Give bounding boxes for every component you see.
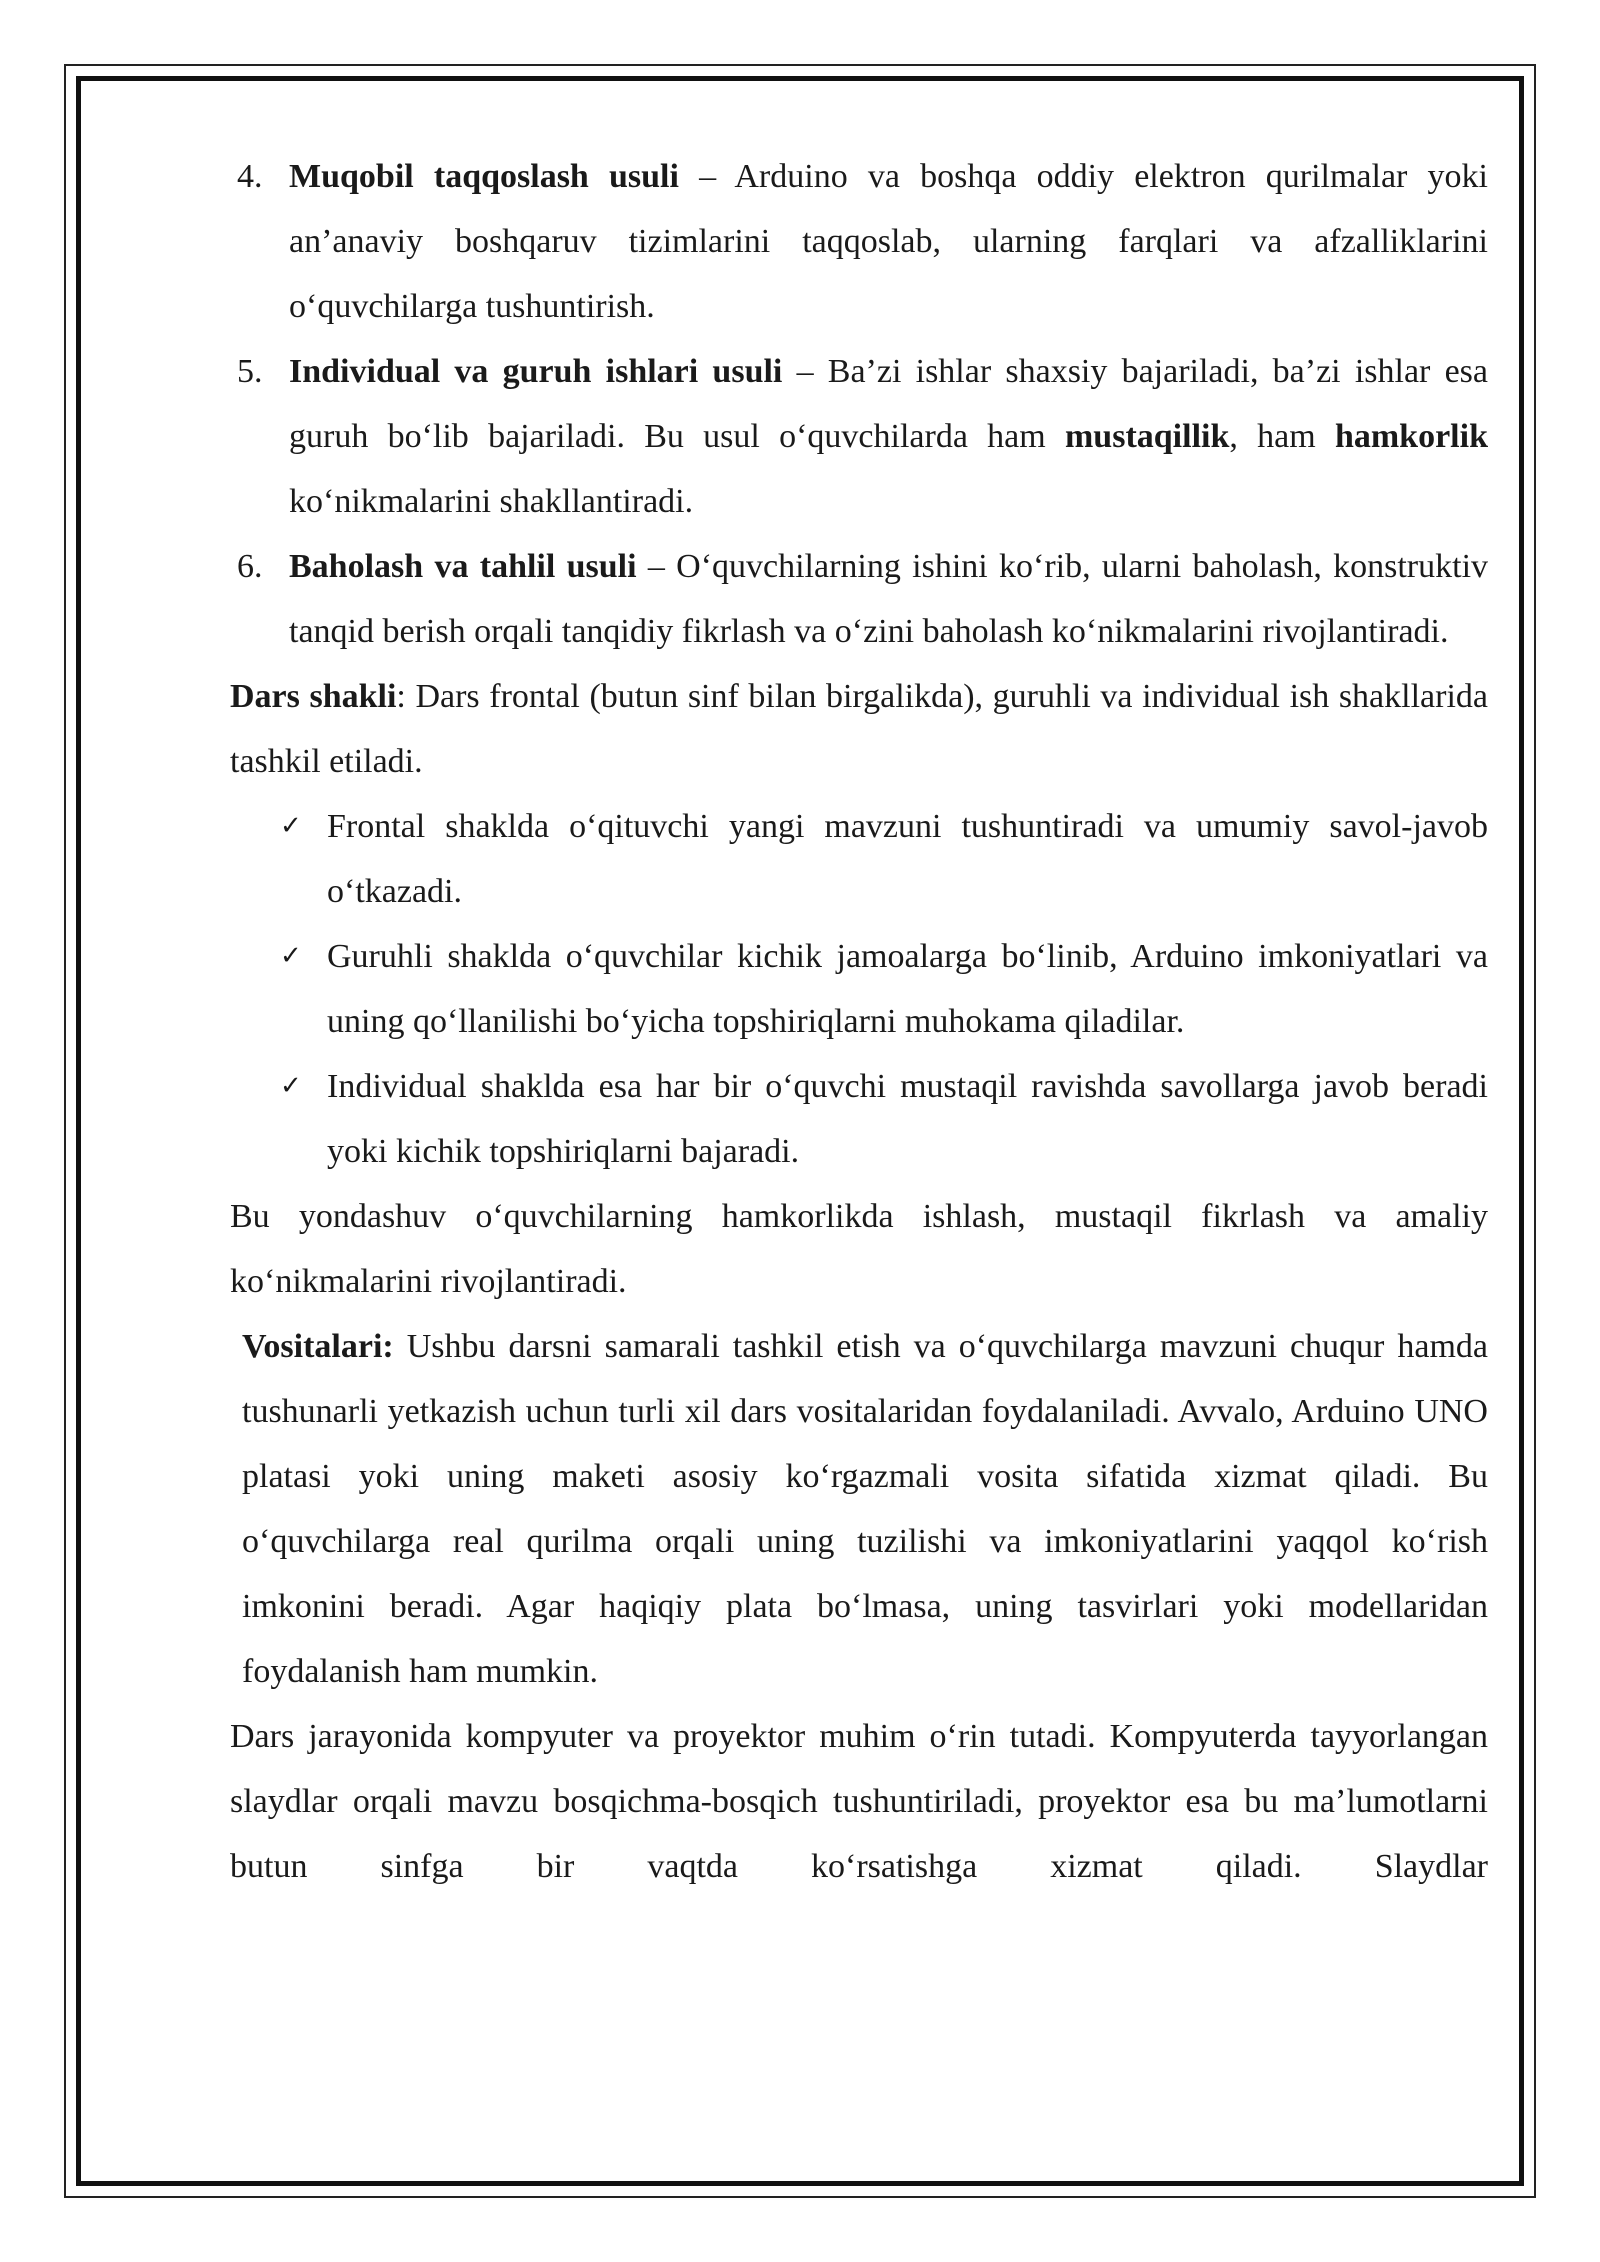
item-text: – Ba’zi ishlar shaxsiy bajariladi, ba’zi ishlar esa guruh bo‘lib bajariladi. Bu usul o‘quvchilarda ham xyxy=(289,353,1488,455)
checkmark-icon: ✓ xyxy=(280,941,302,971)
yondashuv-paragraph: Bu yondashuv o‘quvchilarning hamkorlikda ishlash, mustaqil fikrlash va amaliy ko‘nikmalarini rivojlantiradi. xyxy=(230,1198,1488,1300)
check-item-individual xyxy=(230,1054,1488,1184)
item-number: 5. xyxy=(237,353,263,390)
item-text: – O‘quvchilarning ishini ko‘rib, ularni baholash, konstruktiv tanqid berish orqali tanqidiy fikrlash va o‘zini baholash ko‘nikmalarini rivojlantiradi. xyxy=(289,548,1489,650)
item-title: Muqobil taqqoslash usuli xyxy=(289,158,679,195)
dars-shakli-paragraph xyxy=(230,664,1488,794)
check-item-text: Frontal shaklda o‘qituvchi yangi mavzuni tushuntiradi va umumiy savol-javob o‘tkazadi. xyxy=(327,808,1488,910)
numbered-item-6 xyxy=(230,534,1488,664)
item-title: Individual va guruh ishlari usuli xyxy=(289,353,783,390)
dars-shakli-text: : Dars frontal (butun sinf bilan birgalikda), guruhli va individual ish shakllarida tashkil etiladi. xyxy=(230,678,1488,780)
checkmark-icon: ✓ xyxy=(280,811,302,841)
item-text: , ham xyxy=(1229,418,1335,455)
item-text: – Arduino va boshqa oddiy elektron qurilmalar yoki an’anaviy boshqaruv tizimlarini taqqoslab, ularning farqlari va afzalliklarini o‘quvchilarga tushuntirish. xyxy=(289,158,1488,325)
check-item-text: Guruhli shaklda o‘quvchilar kichik jamoalarga bo‘linib, Arduino imkoniyatlari va uning qo‘llanilishi bo‘yicha topshiriqlarni muhokama qiladilar. xyxy=(327,938,1488,1040)
item-emphasis-mustaqillik: mustaqillik xyxy=(1064,418,1230,455)
vositalari-text: Ushbu darsni samarali tashkil etish va o‘quvchilarga mavzuni chuqur hamda tushunarli yetkazish uchun turli xil dars vositalaridan foydalaniladi. Avvalo, Arduino UNO platasi yoki uning maketi asosiy ko‘rgazmali vosita sifatida xizmat qiladi. Bu o‘quvchilarga real qurilma orqali uning tuzilishi va imkoniyatlarini yaqqol ko‘rish imkonini beradi. Agar haqiqiy plata bo‘lmasa, uning tasvirlari yoki modellaridan foydalanish ham mumkin. xyxy=(242,1328,1488,1690)
vositalari-label: Vositalari: xyxy=(242,1328,394,1365)
checkmark-icon: ✓ xyxy=(280,1071,302,1101)
last-paragraph: Dars jarayonida kompyuter va proyektor muhim o‘rin tutadi. Kompyuterda tayyorlangan slaydlar orqali mavzu bosqichma-bosqich tushuntiriladi, proyektor esa bu ma’lumotlarni butun sinfga bir vaqtda ko‘rsatishga xizmat qiladi. Slaydlar xyxy=(230,1718,1488,1885)
item-number: 6. xyxy=(237,548,263,585)
item-emphasis-hamkorlik: hamkorlik xyxy=(1334,418,1488,455)
check-item-guruhli xyxy=(230,924,1488,1054)
dars-shakli-label: Dars shakli xyxy=(230,678,397,715)
check-item-text: Individual shaklda esa har bir o‘quvchi mustaqil ravishda savollarga javob beradi yoki kichik topshiriqlarni bajaradi. xyxy=(327,1068,1488,1170)
document-body xyxy=(230,144,1488,1899)
check-item-frontal xyxy=(230,794,1488,924)
vositalari-paragraph xyxy=(230,1314,1488,1704)
numbered-item-4 xyxy=(230,144,1488,339)
numbered-item-5 xyxy=(230,339,1488,534)
item-text: ko‘nikmalarini shakllantiradi. xyxy=(289,483,694,520)
item-number: 4. xyxy=(237,158,263,195)
item-title: Baholash va tahlil usuli xyxy=(289,548,637,585)
